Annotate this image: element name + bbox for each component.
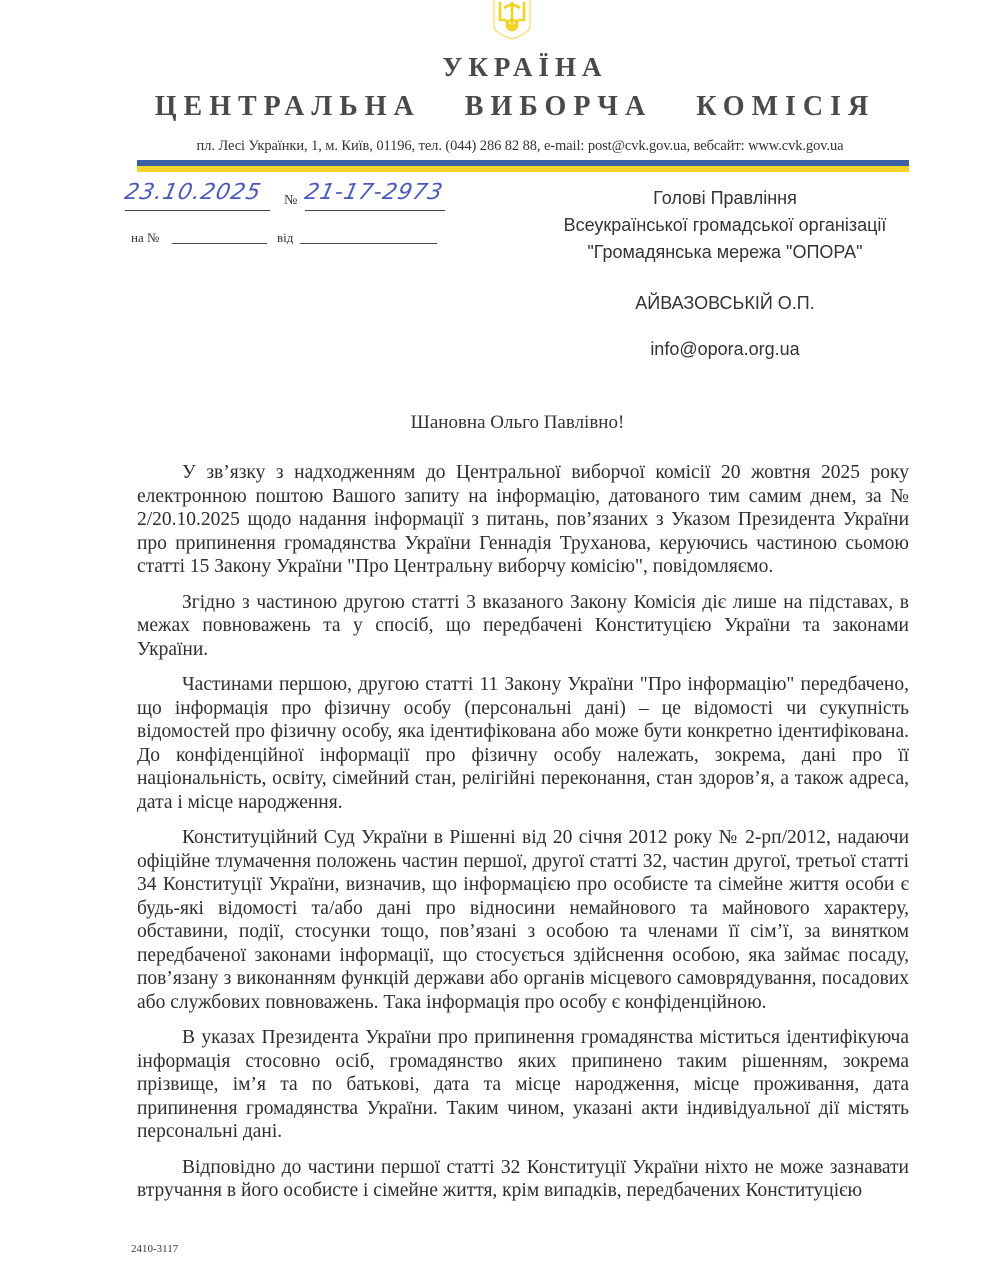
paragraph: В указах Президента України про припинення громадянства міститься ідентифікуюча інформація стосовно осіб, громадянство яких припинено таким рішенням, зокрема прізвище, ім’я та по батькові, дата та місце народження, місце проживання, дата припинення громадянства України. Таким чином, указані акти індивідуальної дії містять персональні дані. <box>137 1027 909 1142</box>
letterhead-address: пл. Лесі Українки, 1, м. Київ, 01196, тел. (044) 286 82 88, e-mail: post@cvk.gov.ua, вебсайт: www.cvk.gov.ua <box>196 138 844 154</box>
coat-of-arms-trident-icon <box>490 0 534 40</box>
addressee-title: Голові Правління <box>653 188 797 208</box>
reference-date-line <box>300 243 437 244</box>
paragraph: Конституційний Суд України в Рішенні від 20 січня 2012 року № 2-рп/2012, надаючи офіційне тлумачення положень частин першої, другої статті 32, частин другої, третьої статті 34 Конституції України, визначив, що інформацією про особисте та сімейне життя особи є будь-які відомості та/або дані про відносини немайнового та майнового характеру, обставини, події, стосунки тощо, пов’язані з особою та членами її сім’ї, за винятком передбаченої законами інформації, що стосується здійснення особою, яка займає посаду, пов’язану з виконанням функцій держави або органів місцевого самоврядування, посадових або службових повноважень. Така інформація про особу є конфіденційною. <box>137 827 909 1013</box>
flag-stripe-yellow <box>137 166 909 172</box>
paragraph: У зв’язку з надходженням до Центральної виборчої комісії 20 жовтня 2025 року електронною поштою Вашого запиту на інформацію, датованого тим самим днем, за № 2/20.10.2025 щодо надання інформації з питань, пов’язаних з Указом Президента України про припинення громадянства України Геннадія Труханова, керуючись частиною сьомою статті 15 Закону України "Про Центральну виборчу комісію", повідомляємо. <box>137 462 909 577</box>
registration-date-field <box>122 180 270 211</box>
addressee-email: info@opora.org.ua <box>650 339 800 359</box>
paragraph: Відповідно до частини першої статті 32 Конституції України ніхто не може зазнавати втручання в його особисте і сімейне життя, крім випадків, передбачених Конституцією <box>137 1156 909 1201</box>
reference-from-label: від <box>277 230 294 245</box>
letter-body <box>137 461 909 1215</box>
letterhead-institution: ЦЕНТРАЛЬНА ВИБОРЧА КОМІСІЯ <box>154 91 876 122</box>
registration-number: 21-17-2973 <box>302 180 446 205</box>
registration-number-label: № <box>284 193 298 208</box>
reference-number-label: на № <box>131 230 160 245</box>
paragraph: Згідно з частиною другою статті 3 вказаного Закону Комісія діє лише на підставах, в межах повноважень та у спосіб, що передбачені Конституцією України та законами України. <box>137 591 909 660</box>
letterhead-country: УКРАЇНА <box>442 52 608 82</box>
document-code: 2410-3117 <box>131 1243 179 1255</box>
addressee-organization: Всеукраїнської громадської організації <box>563 215 887 235</box>
paragraph: Частинами першою, другою статті 11 Закону України "Про інформацію" передбачено, що інформація про фізичну особу (персональні дані) – це відомості чи сукупність відомостей про фізичну особу, яка ідентифікована або може бути конкретно ідентифікована. До конфіденційної інформації про фізичну особу належать, зокрема, дані про її національність, освіту, сімейний стан, релігійні переконання, стан здоров’я, а також адреса, дата і місце народження. <box>137 674 909 813</box>
greeting: Шановна Ольго Павлівно! <box>410 412 625 433</box>
registration-date: 23.10.2025 <box>122 180 264 205</box>
addressee-organization-name: "Громадянська мережа "ОПОРА" <box>587 242 863 262</box>
addressee-name: АЙВАЗОВСЬКІЙ О.П. <box>635 293 815 313</box>
registration-number-field <box>302 180 446 211</box>
reference-number-line <box>172 243 267 244</box>
